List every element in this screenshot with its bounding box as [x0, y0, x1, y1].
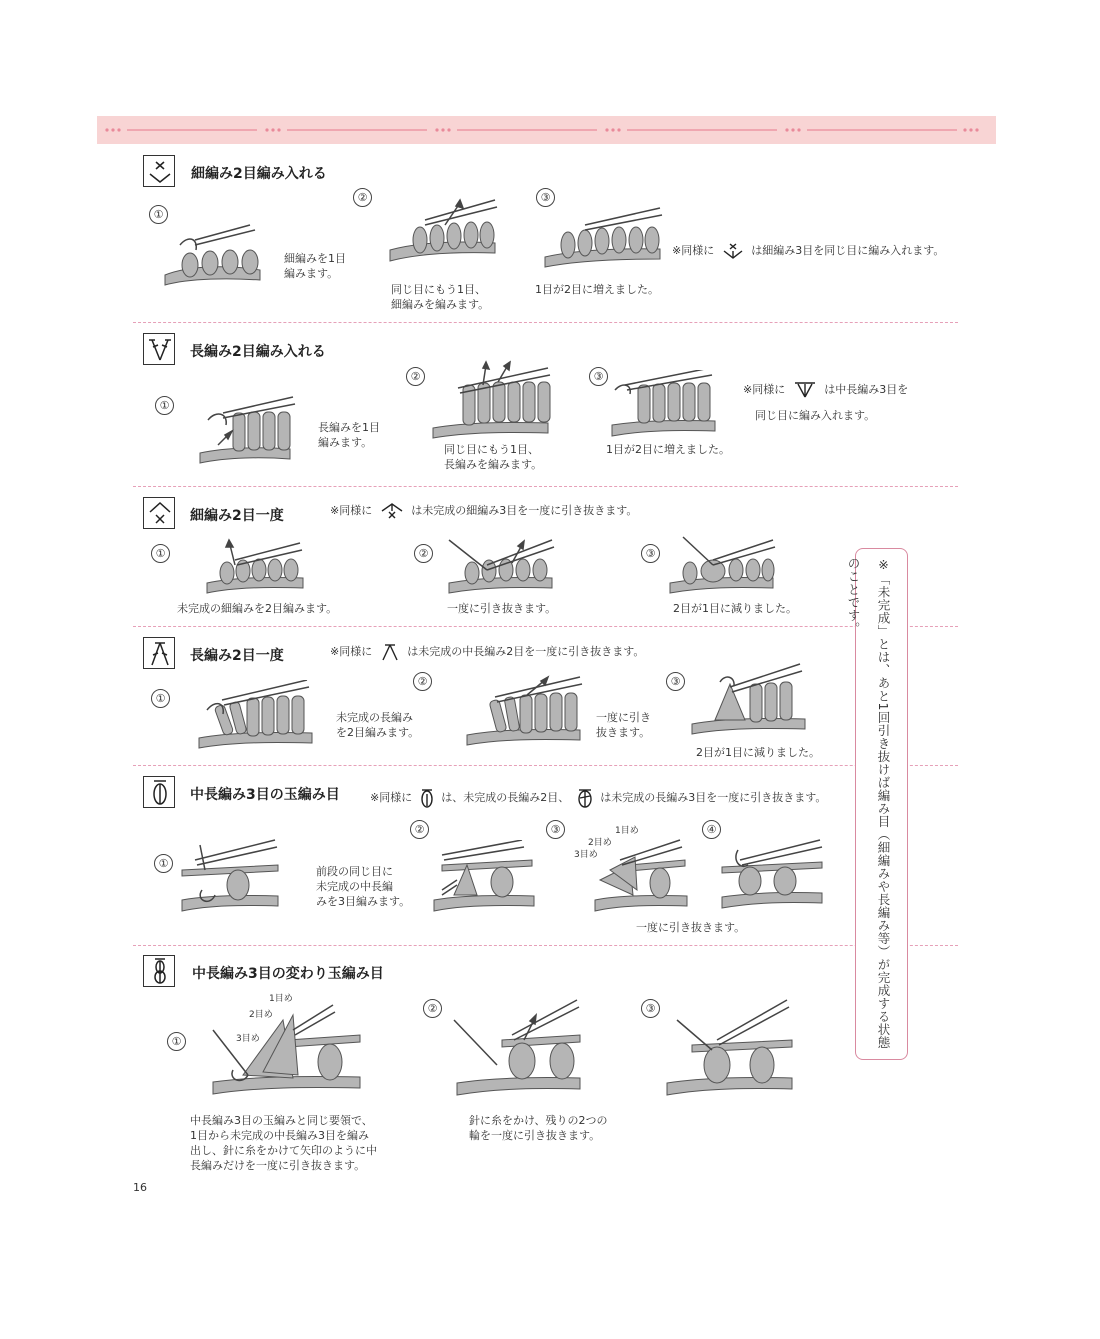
hdc-puff-step4-illustration — [720, 835, 825, 915]
step-caption: 2目が1目に減りました。 — [673, 602, 797, 615]
section-title: 長編み2目一度 — [190, 648, 284, 664]
sc-decrease-step2-illustration — [447, 535, 557, 600]
step-caption: 未完成の長編み を2目編みます。 — [336, 711, 420, 739]
section-note: ※同様に は、未完成の長編み2目、 は未完成の長編み3目を一度に引き抜きます。 — [370, 788, 826, 808]
section-title: 細編み2目編み入れる — [191, 166, 327, 182]
sc-increase-step3-illustration — [540, 205, 665, 275]
dc-decrease-step3-illustration — [690, 662, 808, 742]
sc-increase-step2-illustration — [385, 195, 500, 270]
sc-decrease-step3-illustration — [668, 535, 778, 600]
section-note: ※同様に は細編み3目を同じ目に編み入れます。 — [672, 242, 944, 260]
banner-ornament — [97, 116, 996, 144]
step-number: ① — [167, 1032, 186, 1051]
step-number: ① — [154, 854, 173, 873]
stitch-label: 1目め — [269, 994, 293, 1004]
sc-increase-3-symbol-icon — [722, 242, 744, 260]
section-note: ※同様に は未完成の細編み3目を一度に引き抜きます。 — [330, 502, 637, 520]
stitch-label: 3目め — [574, 850, 598, 860]
step-number: ② — [423, 999, 442, 1018]
sc-increase-step1-illustration — [160, 220, 280, 290]
stitch-label: 2目め — [588, 838, 612, 848]
section-divider — [133, 486, 958, 487]
step-caption: 未完成の細編みを2目編みます。 — [177, 602, 338, 615]
hdc-decrease-2-symbol-icon — [380, 643, 400, 661]
step-number: ① — [149, 205, 168, 224]
step-number: ② — [414, 544, 433, 563]
hdc-puff-variation-symbol-icon — [143, 955, 175, 987]
step-number: ① — [151, 689, 170, 708]
dc-increase-step1-illustration — [198, 395, 298, 467]
step-number: ③ — [666, 672, 685, 691]
header-banner — [97, 116, 996, 144]
step-number: ③ — [641, 999, 660, 1018]
stitch-label: 1目め — [615, 826, 639, 836]
step-number: ③ — [536, 188, 555, 207]
dc-puff-2-symbol-icon — [420, 788, 434, 808]
section-note: ※同様に は未完成の中長編み2目を一度に引き抜きます。 — [330, 643, 644, 661]
sc-decrease-step1-illustration — [205, 535, 305, 600]
dc-increase-step2-illustration — [428, 360, 553, 440]
step-number: ③ — [589, 367, 608, 386]
section-divider — [133, 945, 958, 946]
hdc-increase-3-symbol-icon — [793, 381, 817, 399]
step-number: ① — [151, 544, 170, 563]
section-title: 中長編み3目の変わり玉編み目 — [192, 966, 384, 982]
section-title: 細編み2目一度 — [190, 508, 284, 524]
step-caption: 中長編み3目の玉編みと同じ要領で、 1目から未完成の中長編み3目を編み 出し、針に糸をかけて矢印のように中 長編みだけを一度に引き抜きます。 — [190, 1114, 377, 1172]
step-caption: 1目が2目に増えました。 — [535, 283, 659, 296]
step-number: ③ — [641, 544, 660, 563]
dc-decrease-step1-illustration — [197, 680, 315, 752]
sc-decrease-2-symbol-icon — [143, 497, 175, 529]
section-note-line2: 同じ目に編み入れます。 — [755, 409, 876, 422]
section-divider — [133, 322, 958, 323]
section-title: 中長編み3目の玉編み目 — [190, 787, 340, 803]
step-number: ② — [413, 672, 432, 691]
hdc-puff-step2-illustration — [432, 840, 537, 915]
hdc-puff-var-step1-illustration — [208, 1000, 363, 1100]
side-note-box — [846, 548, 908, 1060]
step-caption: 一度に引き 抜きます。 — [596, 711, 651, 739]
step-caption: 1目が2目に増えました。 — [606, 443, 730, 456]
step-caption: 針に糸をかけ、残りの2つの 輪を一度に引き抜きます。 — [469, 1114, 608, 1142]
step-caption: 2目が1目に減りました。 — [696, 746, 820, 759]
section-divider — [133, 626, 958, 627]
dc-decrease-2-symbol-icon — [143, 637, 175, 669]
step-number: ② — [410, 820, 429, 839]
step-caption: 同じ目にもう1目、 細編みを編みます。 — [391, 283, 490, 311]
dc-increase-2-symbol-icon — [143, 333, 175, 365]
step-number: ② — [406, 367, 425, 386]
step-number: ③ — [546, 820, 565, 839]
stitch-label: 3目め — [236, 1034, 260, 1044]
step-caption: 前段の同じ目に 未完成の中長編 みを3目編みます。 — [316, 865, 411, 908]
side-note-text: ※「未完成」とは、あと1回引き抜けば編み目（細編みや長編み等）が完成する状態のことです。 — [846, 557, 891, 1049]
hdc-puff-step1-illustration — [180, 835, 280, 915]
step-caption: 一度に引き抜きます。 — [636, 921, 746, 934]
dc-puff-3-symbol-icon — [577, 788, 593, 808]
step-number: ② — [353, 188, 372, 207]
stitch-label: 2目め — [249, 1010, 273, 1020]
step-number: ④ — [702, 820, 721, 839]
section-title: 長編み2目編み入れる — [190, 344, 326, 360]
sc-increase-2-symbol-icon — [143, 155, 175, 187]
page-number: 16 — [133, 1181, 147, 1194]
hdc-puff-var-step2-illustration — [452, 995, 582, 1100]
hdc-puff-step3-illustration — [575, 835, 690, 915]
sc-decrease-3-symbol-icon — [380, 502, 404, 520]
section-note: ※同様に は中長編み3目を — [743, 381, 908, 399]
step-caption: 同じ目にもう1目、 長編みを編みます。 — [444, 443, 543, 471]
step-number: ① — [155, 396, 174, 415]
hdc-puff-var-step3-illustration — [662, 995, 794, 1100]
step-caption: 一度に引き抜きます。 — [447, 602, 557, 615]
hdc-puff-3-symbol-icon — [143, 776, 175, 808]
step-caption: 長編みを1目 編みます。 — [318, 421, 380, 449]
step-caption: 細編みを1目 編みます。 — [284, 252, 346, 280]
dc-increase-step3-illustration — [610, 370, 720, 440]
section-divider — [133, 765, 958, 766]
dc-decrease-step2-illustration — [465, 675, 583, 750]
